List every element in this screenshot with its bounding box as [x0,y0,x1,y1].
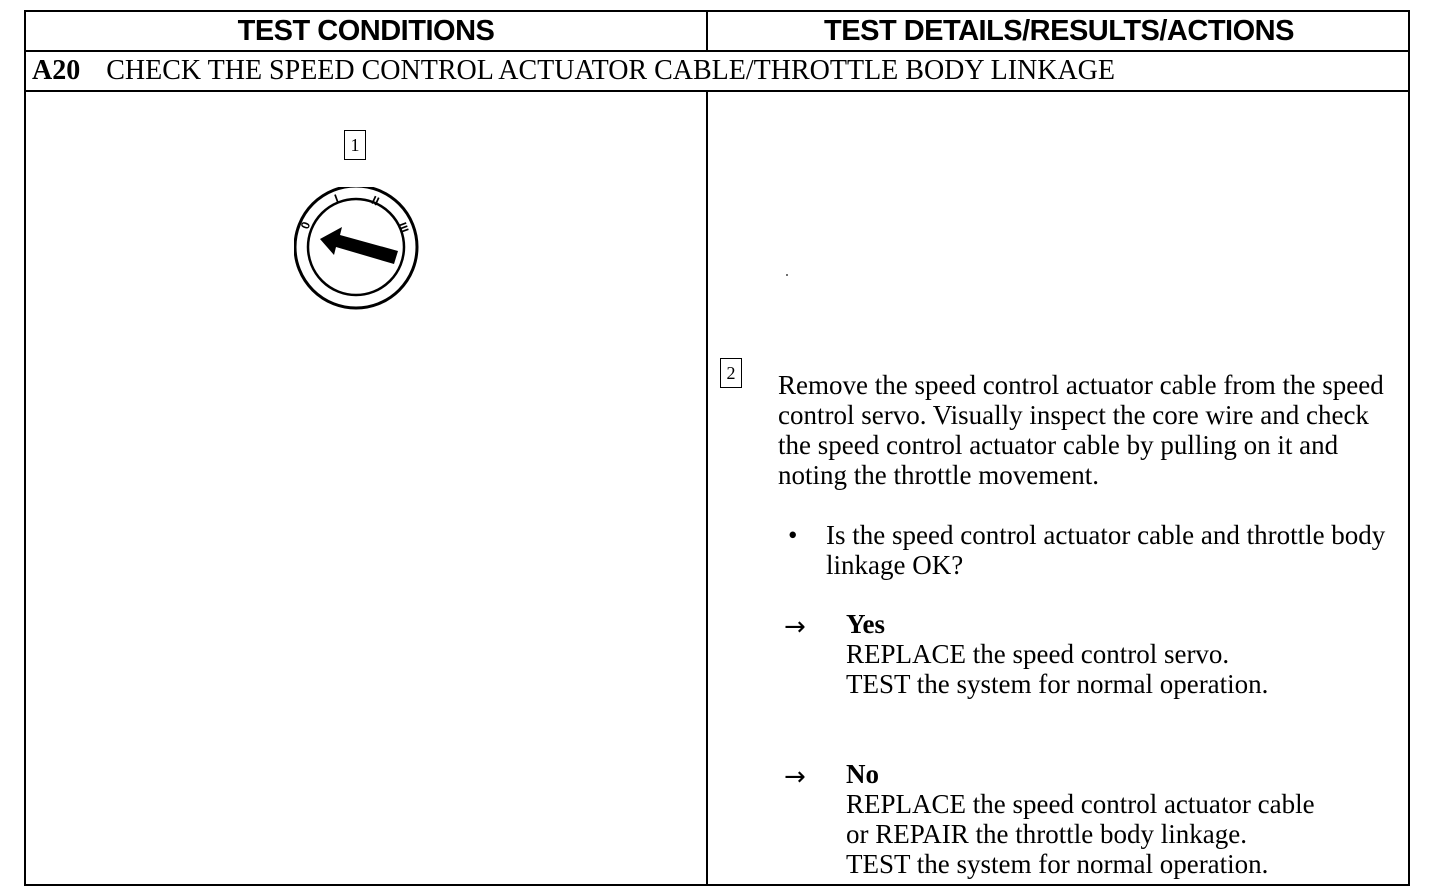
no-action-line: REPLACE the speed control actuator cable [846,789,1315,819]
question-text: Is the speed control actuator cable and throttle body linkage OK? [826,520,1386,580]
header-divider [706,12,708,50]
scan-speck [786,274,788,276]
key-position-0: 0 [297,219,314,231]
yes-label: Yes [846,609,885,639]
bullet-icon: • [788,520,798,550]
step-id: A20 [32,55,81,86]
instruction-text: Remove the speed control actuator cable from the speed control servo. Visually inspect the core wire and check the speed control actuator cable by pulling on it and noting the throttle movement. [778,370,1384,490]
yes-action-line: REPLACE the speed control servo. [846,639,1230,669]
header-test-conditions: TEST CONDITIONS [237,14,495,47]
no-arrow-icon: → [784,762,806,792]
yes-result [846,609,1268,699]
key-position-III: III [394,220,412,235]
step-rule [26,90,1408,92]
no-label: No [846,759,879,789]
key-position-II: II [369,192,382,209]
step-title-row [32,52,1115,90]
header-test-details: TEST DETAILS/RESULTS/ACTIONS [824,14,1294,47]
column-divider [706,92,708,884]
test-table [24,10,1410,886]
yes-arrow-icon: → [784,612,806,642]
ignition-key-icon [294,187,424,312]
condition-step-number: 1 [344,130,366,160]
no-action-line: or REPAIR the throttle body linkage. [846,819,1247,849]
key-pointer-arrow [320,227,398,264]
no-action-line: TEST the system for normal operation. [846,849,1269,879]
step-title: CHECK THE SPEED CONTROL ACTUATOR CABLE/THROTTLE BODY LINKAGE [106,55,1115,86]
yes-action-line: TEST the system for normal operation. [846,669,1269,699]
detail-step-number: 2 [720,358,742,388]
no-result [846,759,1315,879]
key-position-I: I [332,191,341,206]
